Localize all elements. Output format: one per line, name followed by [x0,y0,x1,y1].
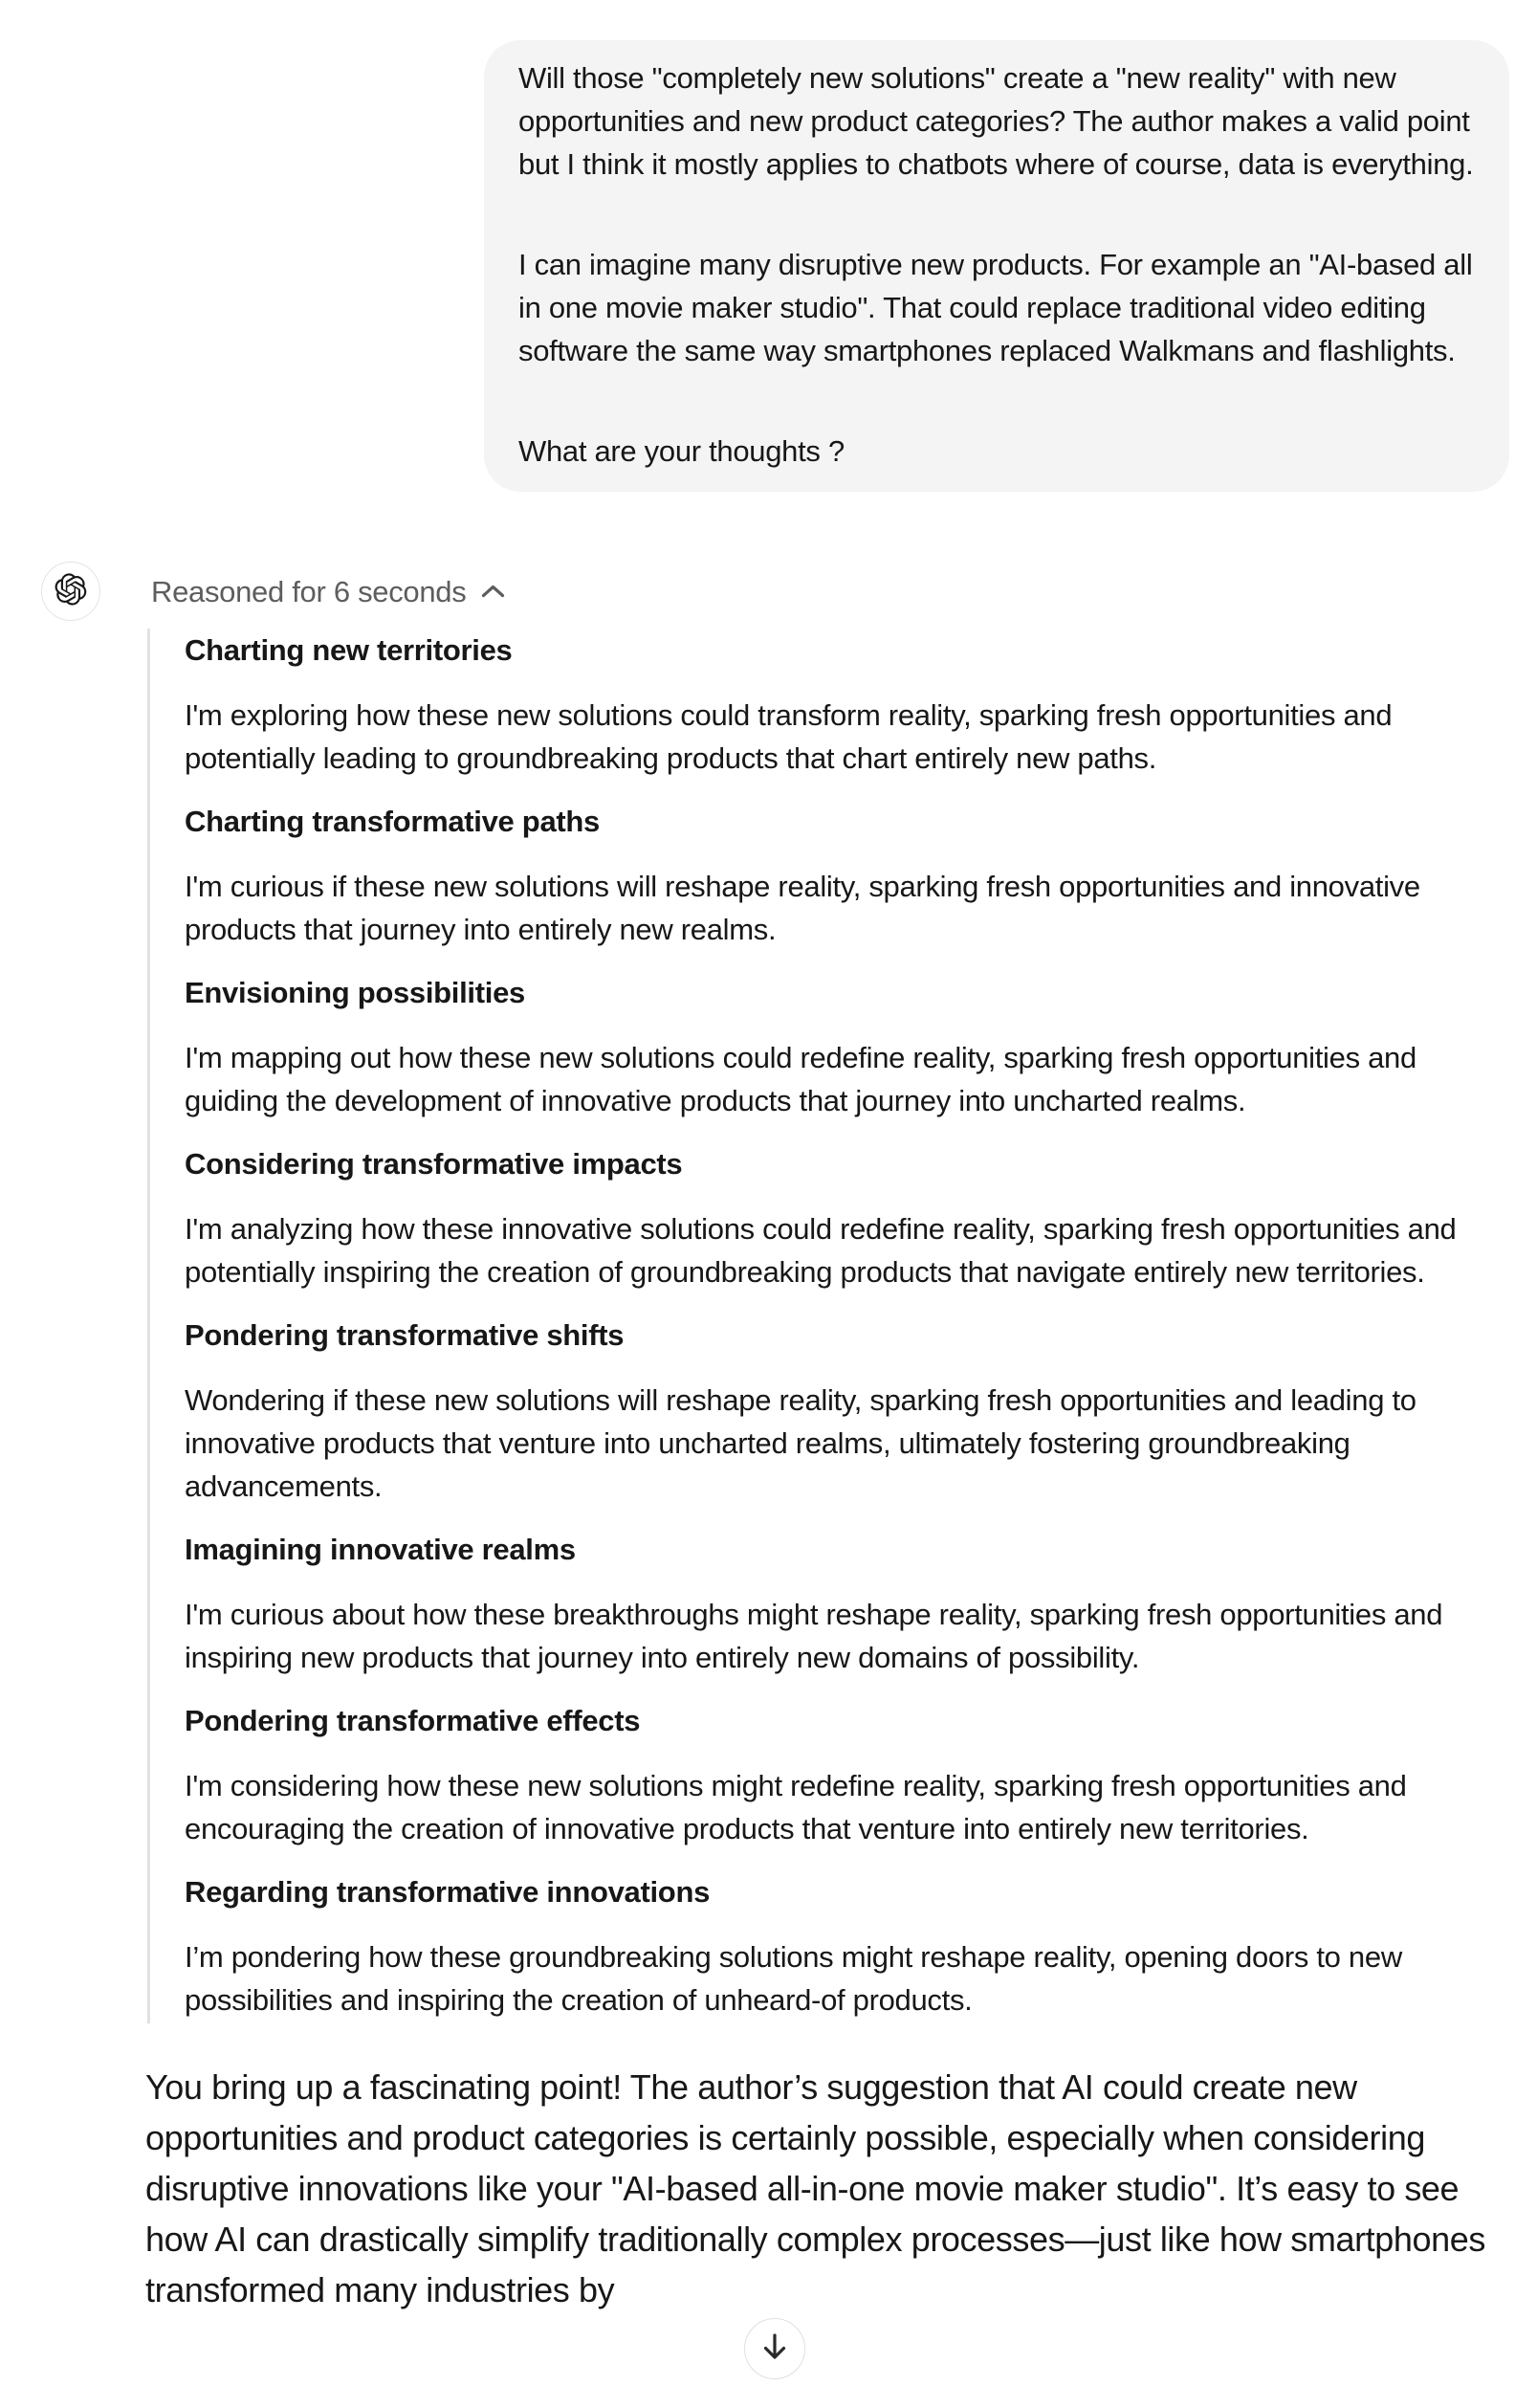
assistant-avatar [41,562,100,621]
reasoning-section-body: I'm curious if these new solutions will reshape reality, sparking fresh opportunities and innovative products that journey into entirely new realms. [185,870,1420,946]
user-message-paragraph: Will those "completely new solutions" create a "new reality" with new opportunities and new product categories? The author makes a valid point but I think it mostly applies to chatbots where of course, data is everything. [518,61,1478,181]
assistant-answer-text: You bring up a fascinating point! The author’s suggestion that AI could create new opportunities and product categories is certainly possible, especially when considering disruptive innovations like your "AI-based all-in-one movie maker studio". It’s easy to see how AI can drastically simplify traditionally complex processes—just like how smartphones transformed many industries by [145,2067,1485,2309]
chevron-up-icon[interactable] [481,584,505,599]
reasoning-section [185,800,1497,951]
assistant-header [41,562,1515,621]
reasoning-section-body: I'm considering how these new solutions might redefine reality, sparking fresh opportunities and encouraging the creation of innovative products that venture into entirely new territories. [185,1769,1407,1845]
arrow-down-icon [760,2331,789,2367]
reasoning-section [185,1699,1497,1850]
reasoning-section-body: I'm exploring how these new solutions could transform reality, sparking fresh opportunities and potentially leading to groundbreaking products that chart entirely new paths. [185,698,1393,775]
reasoning-section [185,1314,1497,1508]
reasoning-section [185,1870,1497,2021]
reasoning-section-heading: Pondering transformative effects [185,1704,641,1737]
reasoning-section-heading: Considering transformative impacts [185,1147,683,1181]
reasoning-section [185,1528,1497,1679]
reasoning-section [185,1142,1497,1293]
reasoning-section-heading: Imagining innovative realms [185,1533,576,1566]
user-message-paragraph: I can imagine many disruptive new products. For example an "AI-based all in one movie maker studio". That could replace traditional video editing software the same way smartphones replaced Walkmans and flashlights. [518,248,1481,367]
user-message-bubble [484,40,1509,492]
reasoning-section [185,971,1497,1122]
reasoning-section-body: Wondering if these new solutions will reshape reality, sparking fresh opportunities and leading to innovative products that venture into uncharted realms, ultimately fostering groundbreaking advancements. [185,1383,1416,1503]
reasoning-toggle[interactable] [151,570,505,613]
reasoning-duration-label: Reasoned for 6 seconds [151,574,467,608]
reasoning-section-body: I'm curious about how these breakthroughs might reshape reality, sparking fresh opportunities and inspiring new products that journey into entirely new domains of possibility. [185,1598,1443,1674]
reasoning-section-heading: Charting new territories [185,633,513,667]
reasoning-section [185,629,1497,780]
scroll-to-bottom-button[interactable] [744,2318,805,2379]
user-message-paragraph: What are your thoughts ? [518,434,845,468]
reasoning-section-body: I’m pondering how these groundbreaking solutions might reshape reality, opening doors to new possibilities and inspiring the creation of unheard-of products. [185,1940,1402,2017]
reasoning-section-body: I'm analyzing how these innovative solutions could redefine reality, sparking fresh opportunities and potentially inspiring the creation of groundbreaking products that navigate entirely new territories. [185,1212,1457,1289]
reasoning-section-heading: Charting transformative paths [185,805,600,838]
reasoning-section-heading: Envisioning possibilities [185,976,525,1009]
reasoning-block [147,629,1497,2023]
chatgpt-logo-icon [55,573,87,610]
reasoning-section-heading: Regarding transformative innovations [185,1875,711,1909]
reasoning-section-body: I'm mapping out how these new solutions could redefine reality, sparking fresh opportunities and guiding the development of innovative products that journey into uncharted realms. [185,1041,1416,1117]
reasoning-section-heading: Pondering transformative shifts [185,1318,625,1352]
